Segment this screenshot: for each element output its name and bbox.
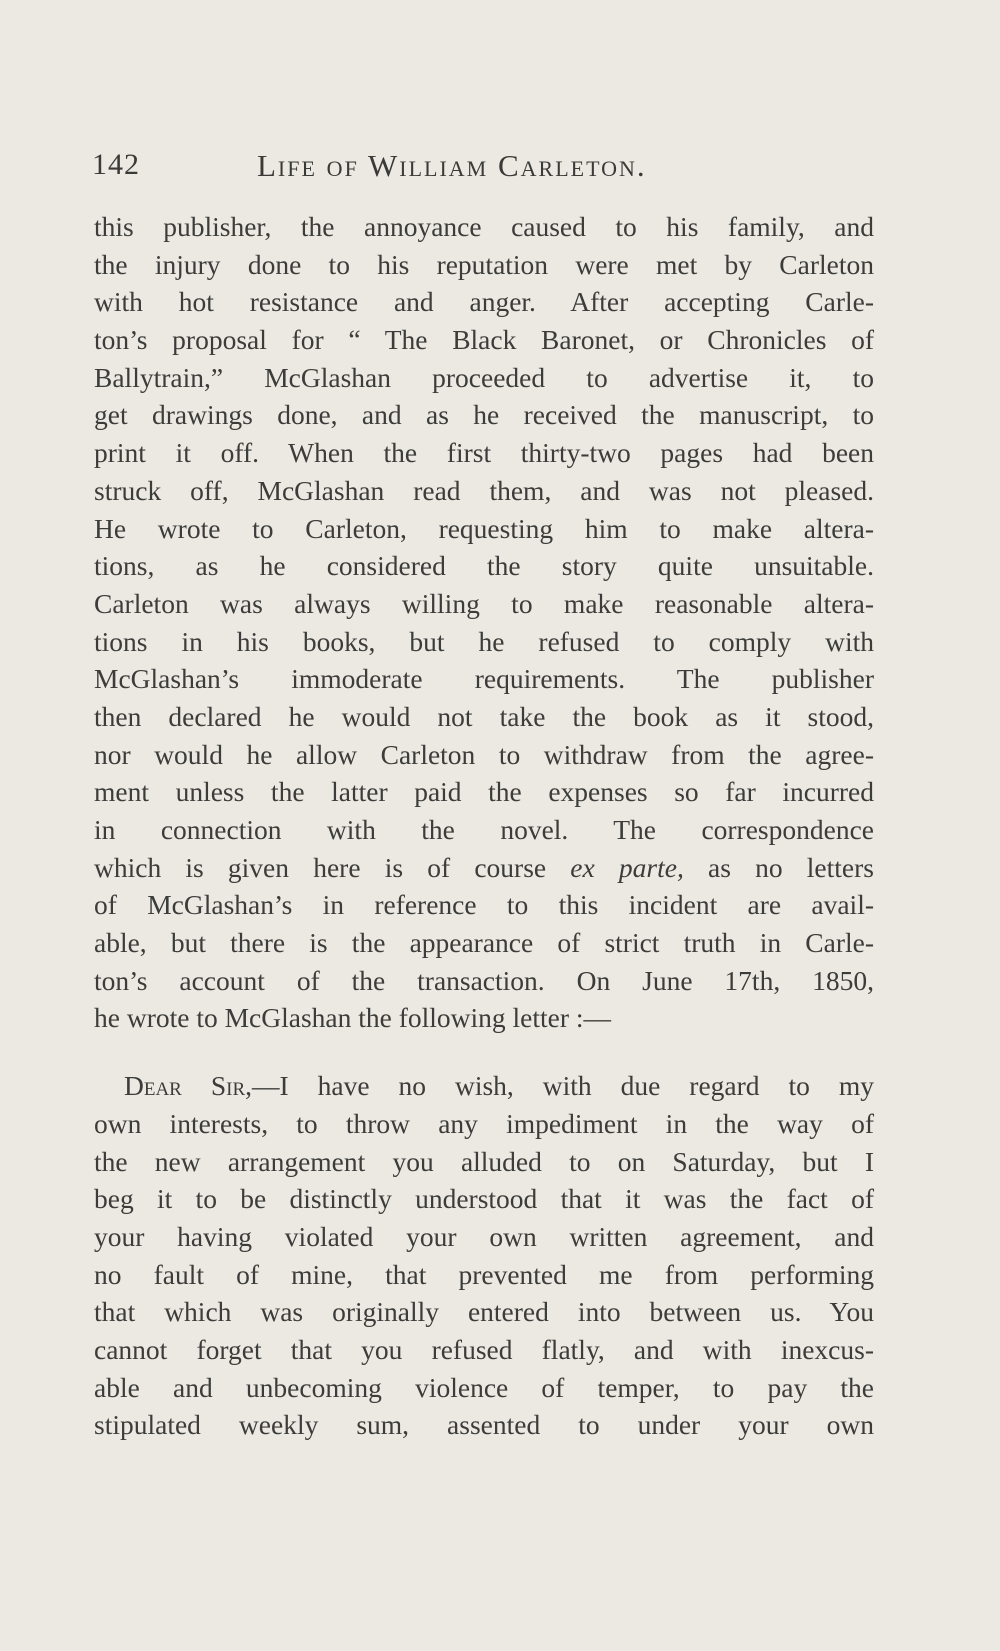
italic-phrase: ex parte, [570, 851, 684, 883]
paragraph-gap [94, 1037, 874, 1067]
running-title: Life of William Carleton. [257, 148, 647, 183]
text-segment: —I have no wish, with due regard to my [252, 1070, 874, 1102]
text-line: ton’s proposal for “ The Black Baronet, or Chronicles of [94, 324, 874, 356]
text-line: then declared he would not take the book as it stood, [94, 700, 874, 732]
page-header [92, 148, 892, 192]
text-line: stipulated weekly sum, assented to under your own [94, 1409, 874, 1441]
text-line: that which was originally entered into between us. You [94, 1296, 874, 1328]
text-line: tions in his books, but he refused to comply with [94, 625, 874, 657]
text-line: McGlashan’s immoderate requirements. The publisher [94, 663, 874, 695]
text-line: he wrote to McGlashan the following letter :— [94, 1002, 612, 1034]
text-line: the injury done to his reputation were met by Carleton [94, 248, 874, 280]
text-line: of McGlashan’s in reference to this incident are avail- [94, 889, 874, 921]
text-line: tions, as he considered the story quite unsuitable. [94, 550, 874, 582]
text-line: ton’s account of the transaction. On June 17th, 1850, [94, 964, 874, 996]
text-line: cannot forget that you refused flatly, and with inexcus- [94, 1333, 874, 1365]
letter-first-line [94, 1067, 874, 1105]
text-segment: as no letters [683, 851, 874, 883]
letter-paragraph [94, 1067, 874, 1444]
body-text [94, 208, 874, 1444]
text-line: struck off, McGlashan read them, and was not pleased. [94, 474, 874, 506]
text-line: no fault of mine, that prevented me from performing [94, 1258, 874, 1290]
text-line: this publisher, the annoyance caused to his family, and [94, 211, 874, 242]
text-line: get drawings done, and as he received the manuscript, to [94, 399, 874, 431]
text-line: in connection with the novel. The correspondence [94, 814, 874, 845]
text-line-with-italic [94, 849, 874, 887]
letter-salutation: Dear Sir, [124, 1070, 252, 1102]
text-line: Ballytrain,” McGlashan proceeded to advertise it, to [94, 361, 874, 393]
text-line: ment unless the latter paid the expenses so far incurred [94, 776, 874, 808]
text-line: able and unbecoming violence of temper, to pay the [94, 1371, 874, 1403]
text-line: own interests, to throw any impediment in the way of [94, 1107, 874, 1139]
text-segment: which is given here is of course [94, 851, 571, 883]
text-line: the new arrangement you alluded to on Saturday, but I [94, 1145, 874, 1177]
page-number: 142 [92, 148, 140, 181]
text-line: with hot resistance and anger. After accepting Carle- [94, 286, 874, 318]
text-line: He wrote to Carleton, requesting him to make altera- [94, 512, 874, 544]
text-line: able, but there is the appearance of strict truth in Carle- [94, 927, 874, 959]
text-line: beg it to be distinctly understood that it was the fact of [94, 1183, 874, 1215]
text-line: print it off. When the first thirty-two pages had been [94, 437, 874, 469]
text-line: Carleton was always willing to make reasonable altera- [94, 587, 874, 619]
text-line: your having violated your own written agreement, and [94, 1220, 874, 1252]
paragraph-narrative [94, 208, 874, 1037]
text-line: nor would he allow Carleton to withdraw from the agree- [94, 738, 874, 770]
